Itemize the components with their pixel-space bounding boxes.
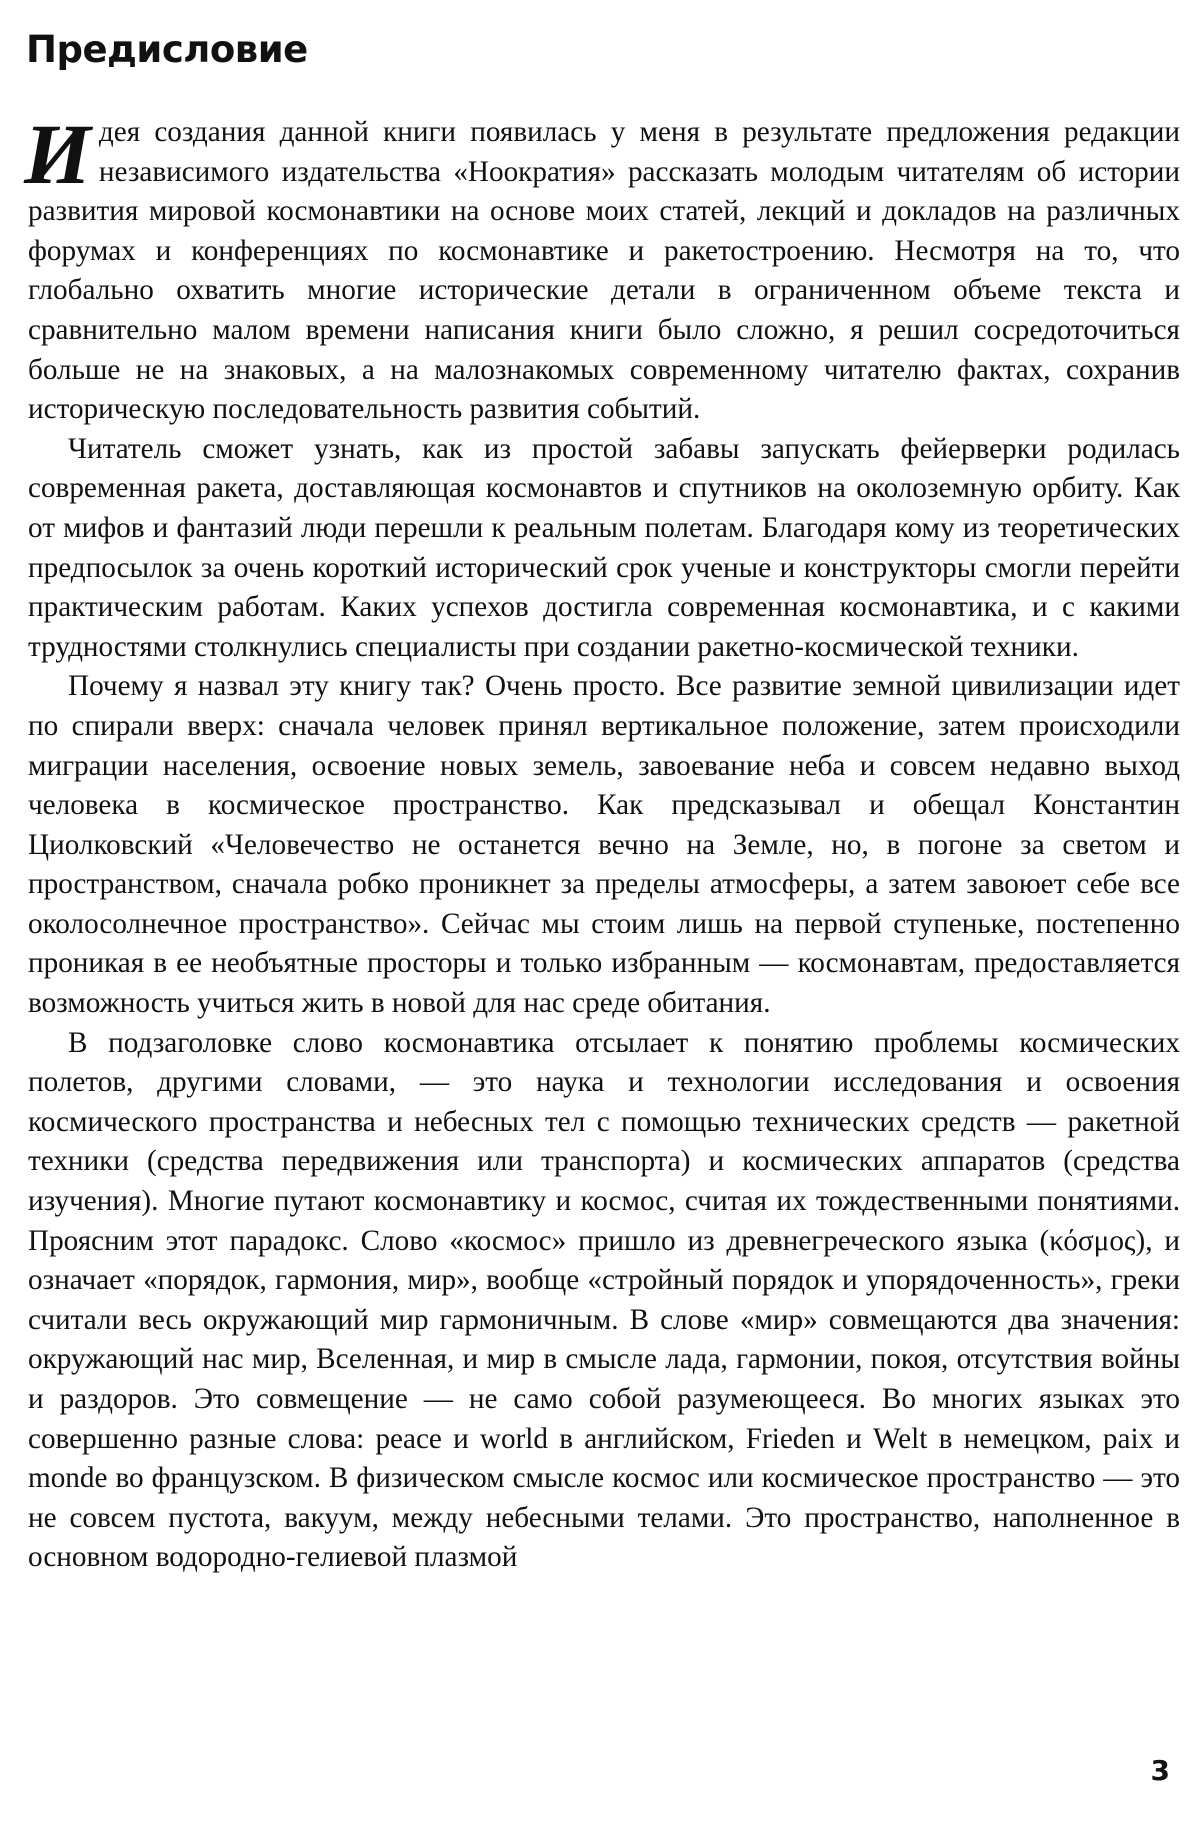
drop-cap: И — [24, 106, 91, 202]
paragraph-1-text: дея создания данной книги появилась у меня в результате предложения редакции независимого издательства «Ноократия» рассказать молодым читателям об истории развития мировой космонавтики на основе моих статей, лекций и докладов на различных форумах и конференциях по космонавтике и ракетостроению. Несмотря на то, что глобально охватить многие исторические детали в ограниченном объеме текста и сравнительно малом времени написания книги было сложно, я решил сосредоточиться больше не на знаковых, а на малознакомых современному читателю фактах, сохранив историческую последовательность развития событий. — [28, 116, 1180, 426]
paragraph-2: Читатель сможет узнать, как из простой забавы запускать фейерверки родилась современная ракета, доставляющая космонавтов и спутников на околоземную орбиту. Как от мифов и фантазий люди перешли к реальным полетам. Благодаря кому из теоретических предпосылок за очень короткий исторический срок ученые и конструкторы смогли перейти практическим работам. Каких успехов достигла современная космонавтика, и с какими трудностями столкнулись специалисты при создании ракетно-космической техники. — [28, 432, 1180, 663]
page-number: 3 — [1150, 1754, 1170, 1787]
paragraph-4: В подзаголовке слово космонавтика отсылает к понятию проблемы космических полетов, другими словами, — это наука и технологии исследования и освоения космического пространства и небесных тел с помощью технических средств — ракетной техники (средства передвижения или транспорта) и космических аппаратов (средства изучения). Многие путают космонавтику и космос, считая их тождественными понятиями. Проясним этот парадокс. Слово «космос» пришло из древнегреческого языка (κόσμος), и означает «порядок, гармония, мир», вообще «стройный порядок и упорядоченность», греки считали весь окружающий мир гармоничным. В слове «мир» совмещаются два значения: окружающий нас мир, Вселенная, и мир в смысле лада, гармонии, покоя, отсутствия войны и раздоров. Это совмещение — не само собой разумеющееся. Во многих языках это совершенно разные слова: peace и world в английском, Frieden и Welt в немецком, paix и monde во французском. В физическом смысле космос или космическое пространство — это не совсем пустота, вакуум, между небесными телами. Это пространство, наполненное в основном водородно-гелиевой плазмой — [28, 1026, 1180, 1574]
paragraph-3: Почему я назвал эту книгу так? Очень просто. Все развитие земной цивилизации идет по спирали вверх: сначала человек принял вертикальное положение, затем происходили миграции населения, освоение новых земель, завоевание неба и совсем недавно выход человека в космическое пространство. Как предсказывал и обещал Константин Циолковский «Человечество не останется вечно на Земле, но, в погоне за светом и пространством, сначала робко проникнет за пределы атмосферы, а затем завоюет себе все околосолнечное пространство». Сейчас мы стоим лишь на первой ступеньке, постепенно проникая в ее необъятные просторы и только избранным — космонавтам, предоставляется возможность учиться жить в новой для нас среде обитания. — [28, 670, 1180, 1020]
chapter-heading: Предисловие — [26, 28, 308, 71]
body-text — [24, 106, 1180, 1578]
paragraph-1 — [24, 106, 1180, 430]
